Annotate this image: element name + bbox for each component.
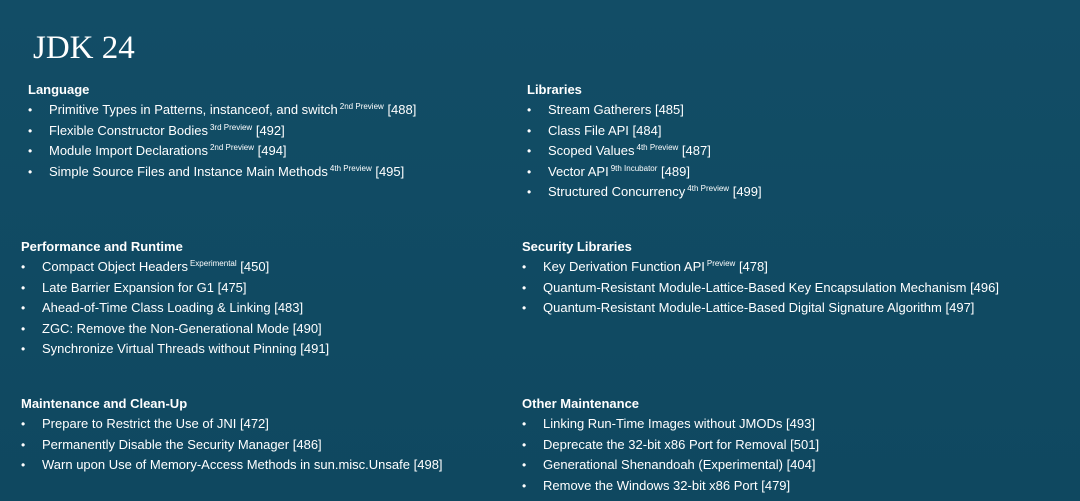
list-item	[527, 143, 762, 159]
section-libraries	[527, 81, 762, 205]
section-heading: Security Libraries	[522, 239, 632, 254]
item-text: Simple Source Files and Instance Main Methods	[49, 163, 328, 179]
item-text: Compact Object Headers	[42, 259, 188, 274]
bullet-icon: •	[21, 260, 26, 274]
item-text: Scoped Values	[548, 143, 635, 159]
jep-ref: [501]	[790, 436, 820, 452]
item-text: Key Derivation Function API	[543, 259, 705, 274]
feature-list	[522, 416, 819, 494]
jep-ref: [487]	[681, 143, 711, 159]
bullet-icon: •	[28, 103, 33, 117]
list-item	[21, 300, 329, 316]
section-heading: Language	[28, 82, 90, 97]
bullet-icon: •	[21, 280, 26, 295]
jep-ref: [495]	[375, 163, 405, 179]
item-text: Permanently Disable the Security Manager	[42, 436, 290, 452]
list-item	[28, 123, 416, 139]
jep-ref: [499]	[732, 184, 762, 200]
item-text: Remove the Windows 32-bit x86 Port	[543, 477, 758, 493]
item-text: Linking Run-Time Images without JMODs	[543, 416, 783, 431]
bullet-icon: •	[527, 103, 532, 117]
item-text: Flexible Constructor Bodies	[49, 122, 208, 138]
item-text: Ahead-of-Time Class Loading & Linking	[42, 300, 271, 316]
section-language	[28, 81, 416, 184]
item-text: Generational Shenandoah (Experimental)	[543, 457, 783, 473]
item-status: 3rd Preview	[209, 122, 253, 132]
jep-ref: [475]	[217, 279, 247, 295]
list-item	[527, 102, 762, 118]
list-item	[21, 280, 329, 296]
feature-list	[21, 259, 329, 357]
bullet-icon: •	[522, 478, 527, 493]
bullet-icon: •	[522, 280, 527, 295]
bullet-icon: •	[28, 164, 33, 179]
bullet-icon: •	[21, 417, 26, 431]
list-item	[522, 280, 999, 296]
feature-list	[28, 102, 416, 180]
item-text: Quantum-Resistant Module-Lattice-Based Key Encapsulation Mechanism	[543, 279, 967, 295]
list-item	[522, 478, 819, 494]
jep-ref: [472]	[239, 416, 269, 431]
feature-list	[21, 416, 443, 473]
jep-ref: [492]	[255, 122, 285, 138]
bullet-icon: •	[28, 144, 33, 159]
item-status: Preview	[706, 259, 736, 268]
list-item	[28, 164, 416, 180]
item-text: Warn upon Use of Memory-Access Methods in sun.misc.Unsafe	[42, 457, 410, 473]
item-text: Vector API	[548, 163, 609, 179]
jep-ref: [486]	[292, 436, 322, 452]
item-text: Structured Concurrency	[548, 184, 686, 200]
section-heading: Other Maintenance	[522, 396, 640, 411]
section-other	[522, 395, 819, 498]
item-text: Class File API	[548, 122, 629, 138]
bullet-icon: •	[522, 417, 527, 431]
item-text: Prepare to Restrict the Use of JNI	[42, 416, 237, 431]
item-status: 4th Preview	[329, 163, 372, 173]
item-status: 4th Preview	[636, 143, 679, 153]
item-status: Experimental	[189, 259, 237, 268]
jep-ref: [490]	[292, 320, 322, 336]
jep-ref: [485]	[654, 102, 684, 117]
bullet-icon: •	[21, 321, 26, 336]
bullet-icon: •	[527, 164, 532, 179]
bullet-icon: •	[527, 185, 532, 200]
list-item	[28, 102, 416, 118]
bullet-icon: •	[522, 458, 527, 473]
jep-ref: [497]	[945, 300, 975, 316]
bullet-icon: •	[21, 437, 26, 452]
section-heading: Performance and Runtime	[21, 239, 183, 254]
item-status: 2nd Preview	[339, 102, 384, 111]
item-text: Synchronize Virtual Threads without Pinning	[42, 341, 297, 357]
bullet-icon: •	[21, 342, 26, 357]
jep-ref: [491]	[300, 341, 330, 357]
list-item	[21, 321, 329, 337]
list-item	[21, 416, 443, 432]
bullet-icon: •	[527, 123, 532, 138]
jep-ref: [479]	[761, 477, 791, 493]
item-text: Primitive Types in Patterns, instanceof, and switch	[49, 102, 338, 117]
list-item	[522, 300, 999, 316]
item-status: 9th Incubator	[610, 163, 658, 173]
jep-ref: [498]	[413, 457, 443, 473]
jep-ref: [483]	[274, 300, 304, 316]
jep-ref: [493]	[786, 416, 815, 431]
section-security	[522, 238, 999, 321]
list-item	[21, 457, 443, 473]
item-text: Late Barrier Expansion for G1	[42, 279, 214, 295]
list-item	[21, 341, 329, 357]
list-item	[527, 184, 762, 200]
list-item	[527, 123, 762, 139]
bullet-icon: •	[21, 458, 26, 473]
jep-ref: [488]	[387, 102, 417, 117]
jep-ref: [478]	[738, 259, 768, 274]
list-item	[522, 416, 819, 432]
item-text: Quantum-Resistant Module-Lattice-Based Digital Signature Algorithm	[543, 300, 942, 316]
list-item	[522, 259, 999, 275]
jep-ref: [404]	[786, 457, 816, 473]
bullet-icon: •	[28, 123, 33, 138]
feature-list	[522, 259, 999, 316]
list-item	[28, 143, 416, 159]
list-item	[21, 437, 443, 453]
bullet-icon: •	[522, 301, 527, 316]
feature-list	[527, 102, 762, 200]
section-maintenance	[21, 395, 443, 478]
bullet-icon: •	[21, 301, 26, 316]
item-text: Stream Gatherers	[548, 102, 652, 117]
item-text: ZGC: Remove the Non-Generational Mode	[42, 320, 290, 336]
item-text: Deprecate the 32-bit x86 Port for Removal	[543, 436, 787, 452]
jep-ref: [494]	[257, 143, 287, 159]
jep-ref: [484]	[632, 122, 662, 138]
section-heading: Maintenance and Clean-Up	[21, 396, 188, 411]
item-text: Module Import Declarations	[49, 143, 208, 159]
list-item	[21, 259, 329, 275]
bullet-icon: •	[522, 260, 527, 274]
jep-ref: [489]	[661, 163, 690, 179]
jep-ref: [450]	[240, 259, 270, 274]
section-performance	[21, 238, 329, 362]
section-heading: Libraries	[527, 82, 582, 97]
list-item	[522, 437, 819, 453]
slide-title: JDK 24	[33, 30, 135, 66]
item-status: 2nd Preview	[209, 143, 254, 153]
bullet-icon: •	[522, 437, 527, 452]
list-item	[527, 164, 762, 180]
jep-ref: [496]	[970, 279, 999, 295]
item-status: 4th Preview	[687, 184, 730, 194]
list-item	[522, 457, 819, 473]
bullet-icon: •	[527, 144, 532, 159]
